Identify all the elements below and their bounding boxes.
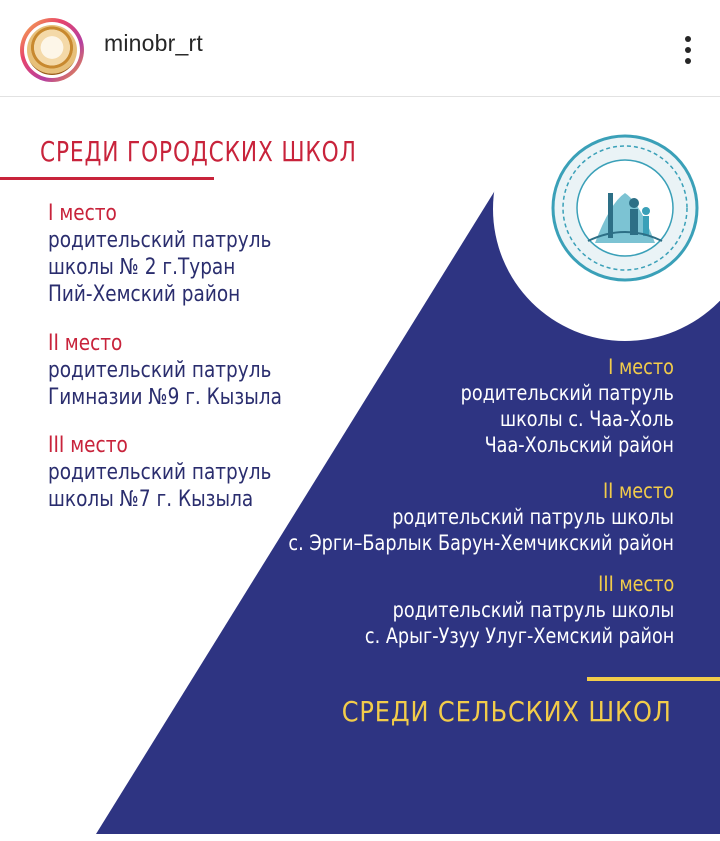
- place-label: III место: [597, 572, 674, 596]
- place-text: Чаа-Хольский район: [484, 433, 674, 457]
- rural-place-2: [289, 478, 674, 556]
- more-dot: [685, 47, 691, 53]
- place-text: родительский патруль: [48, 228, 272, 253]
- place-text: родительский патруль школы: [392, 598, 674, 622]
- city-place-2: [48, 330, 282, 411]
- rural-place-3: [365, 571, 674, 649]
- more-dot: [685, 58, 691, 64]
- place-text: с. Арыг-Узуу Улуг-Хемский район: [364, 624, 674, 648]
- place-text: школы № 2 г.Туран: [48, 255, 236, 280]
- place-label: III место: [48, 433, 128, 458]
- patrol-emblem-icon: [550, 133, 700, 283]
- place-label: II место: [48, 331, 123, 356]
- place-label: I место: [48, 201, 117, 226]
- rural-place-1: [461, 354, 674, 458]
- profile-avatar[interactable]: [20, 18, 84, 82]
- place-text: родительский патруль: [48, 358, 272, 383]
- place-text: школы №7 г. Кызыла: [48, 487, 254, 512]
- place-text: родительский патруль: [48, 460, 272, 485]
- more-vertical-icon[interactable]: [676, 30, 700, 70]
- avatar-frame: [24, 22, 80, 78]
- place-text: Гимназии №9 г. Кызыла: [48, 385, 282, 410]
- more-dot: [685, 36, 691, 42]
- post-header: [0, 0, 720, 97]
- city-place-1: [48, 200, 271, 308]
- post-image: [0, 97, 720, 841]
- place-label: II место: [603, 479, 674, 503]
- city-schools-title: СРЕДИ ГОРОДСКИХ ШКОЛ: [40, 135, 357, 168]
- place-text: Пий-Хемский район: [48, 282, 241, 307]
- city-place-3: [48, 432, 271, 513]
- city-title-underline: [0, 177, 214, 180]
- place-text: с. Эрги–Барлык Барун-Хемчикский район: [288, 531, 674, 555]
- rural-title-overline: [587, 677, 720, 681]
- username-link[interactable]: minobr_rt: [104, 30, 203, 56]
- place-label: I место: [608, 355, 674, 379]
- place-text: родительский патруль: [460, 381, 674, 405]
- place-text: школы с. Чаа-Холь: [500, 407, 674, 431]
- place-text: родительский патруль школы: [392, 505, 674, 529]
- avatar-image: [27, 25, 77, 75]
- rural-schools-title: СРЕДИ СЕЛЬСКИХ ШКОЛ: [341, 695, 672, 728]
